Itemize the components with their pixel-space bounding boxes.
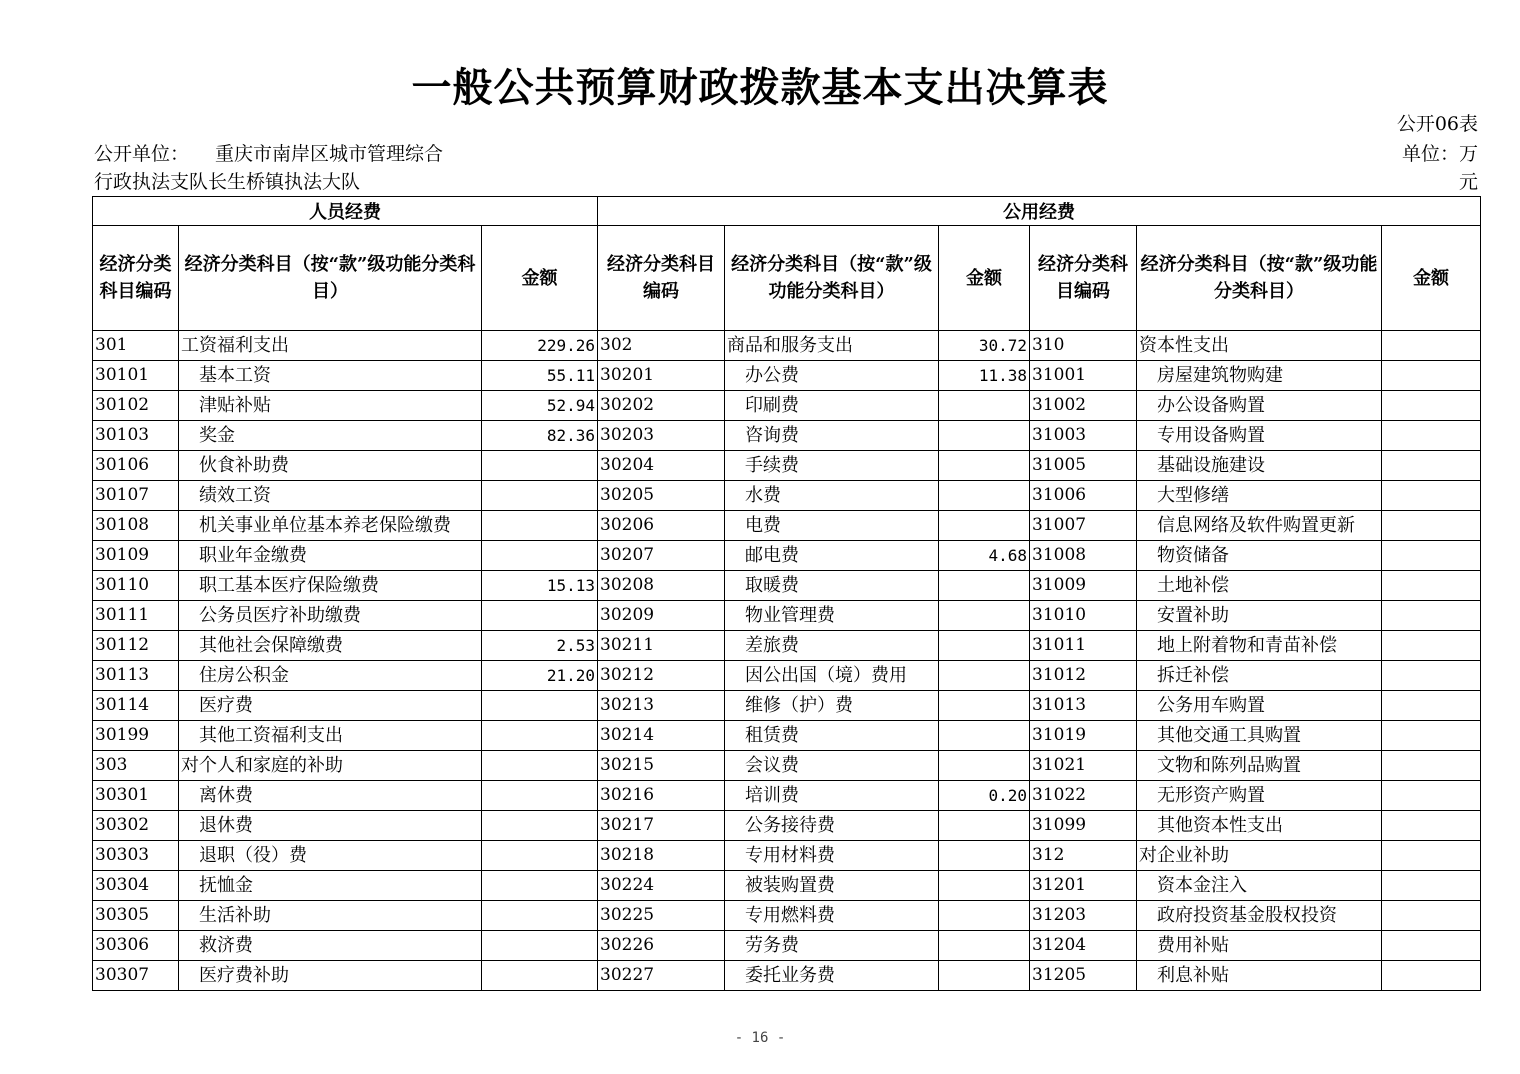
table-row xyxy=(93,931,1481,961)
name-cell: 委托业务费 xyxy=(725,961,939,991)
code-cell: 31006 xyxy=(1030,481,1137,511)
name-cell: 公务用车购置 xyxy=(1137,691,1382,721)
name-cell: 离休费 xyxy=(179,781,482,811)
name-cell: 伙食补助费 xyxy=(179,451,482,481)
code-cell: 30226 xyxy=(598,931,725,961)
amount-cell xyxy=(1382,751,1481,781)
name-cell: 资本金注入 xyxy=(1137,871,1382,901)
amount-cell: 55.11 xyxy=(482,361,598,391)
name-cell: 职工基本医疗保险缴费 xyxy=(179,571,482,601)
code-cell: 30111 xyxy=(93,601,179,631)
code-cell: 303 xyxy=(93,751,179,781)
code-cell: 312 xyxy=(1030,841,1137,871)
table-row xyxy=(93,841,1481,871)
code-cell: 30213 xyxy=(598,691,725,721)
org-label: 公开单位： xyxy=(94,143,190,165)
amount-cell xyxy=(1382,871,1481,901)
name-cell: 利息补贴 xyxy=(1137,961,1382,991)
amount-cell xyxy=(939,571,1030,601)
code-cell: 30217 xyxy=(598,811,725,841)
code-cell: 30204 xyxy=(598,451,725,481)
amount-cell xyxy=(482,961,598,991)
table-row xyxy=(93,601,1481,631)
code-cell: 30302 xyxy=(93,811,179,841)
amount-cell: 0.20 xyxy=(939,781,1030,811)
amount-cell xyxy=(482,451,598,481)
table-row xyxy=(93,451,1481,481)
name-cell: 会议费 xyxy=(725,751,939,781)
table-number: 公开06表 xyxy=(1396,113,1478,135)
amount-cell xyxy=(1382,961,1481,991)
group-public: 公用经费 xyxy=(598,197,1481,226)
name-cell: 工资福利支出 xyxy=(179,331,482,361)
table-row xyxy=(93,661,1481,691)
name-cell: 退职（役）费 xyxy=(179,841,482,871)
code-cell: 30307 xyxy=(93,961,179,991)
code-cell: 30206 xyxy=(598,511,725,541)
amount-cell xyxy=(939,421,1030,451)
amount-cell xyxy=(1382,541,1481,571)
amount-cell xyxy=(939,601,1030,631)
amount-cell xyxy=(482,541,598,571)
table-row xyxy=(93,391,1481,421)
code-cell: 31010 xyxy=(1030,601,1137,631)
code-cell: 31003 xyxy=(1030,421,1137,451)
group-personnel: 人员经费 xyxy=(93,197,598,226)
amount-cell xyxy=(1382,631,1481,661)
name-cell: 住房公积金 xyxy=(179,661,482,691)
amount-cell xyxy=(939,931,1030,961)
name-cell: 其他工资福利支出 xyxy=(179,721,482,751)
amount-cell xyxy=(1382,721,1481,751)
name-cell: 被装购置费 xyxy=(725,871,939,901)
col-header-amount: 金额 xyxy=(482,226,598,331)
amount-cell xyxy=(482,811,598,841)
col-header-amount: 金额 xyxy=(1382,226,1481,331)
name-cell: 其他资本性支出 xyxy=(1137,811,1382,841)
code-cell: 30112 xyxy=(93,631,179,661)
amount-cell xyxy=(939,391,1030,421)
org-name-line1: 重庆市南岸区城市管理综合 xyxy=(215,143,444,165)
name-cell: 奖金 xyxy=(179,421,482,451)
code-cell: 30227 xyxy=(598,961,725,991)
name-cell: 物资储备 xyxy=(1137,541,1382,571)
name-cell: 公务员医疗补助缴费 xyxy=(179,601,482,631)
amount-cell xyxy=(482,871,598,901)
name-cell: 物业管理费 xyxy=(725,601,939,631)
code-cell: 31201 xyxy=(1030,871,1137,901)
amount-cell xyxy=(1382,421,1481,451)
code-cell: 30224 xyxy=(598,871,725,901)
name-cell: 办公设备购置 xyxy=(1137,391,1382,421)
table-row xyxy=(93,571,1481,601)
code-cell: 31012 xyxy=(1030,661,1137,691)
name-cell: 专用材料费 xyxy=(725,841,939,871)
code-cell: 31013 xyxy=(1030,691,1137,721)
name-cell: 手续费 xyxy=(725,451,939,481)
code-cell: 30216 xyxy=(598,781,725,811)
code-cell: 30205 xyxy=(598,481,725,511)
code-cell: 30214 xyxy=(598,721,725,751)
table-row xyxy=(93,421,1481,451)
name-cell: 无形资产购置 xyxy=(1137,781,1382,811)
name-cell: 医疗费 xyxy=(179,691,482,721)
group-header-row xyxy=(93,197,1481,226)
code-cell: 30218 xyxy=(598,841,725,871)
amount-cell xyxy=(939,721,1030,751)
table-row xyxy=(93,631,1481,661)
amount-cell xyxy=(1382,571,1481,601)
name-cell: 电费 xyxy=(725,511,939,541)
code-cell: 31203 xyxy=(1030,901,1137,931)
name-cell: 专用燃料费 xyxy=(725,901,939,931)
amount-cell xyxy=(939,691,1030,721)
amount-cell xyxy=(939,751,1030,781)
code-cell: 30201 xyxy=(598,361,725,391)
column-header-row xyxy=(93,226,1481,331)
code-cell: 31205 xyxy=(1030,961,1137,991)
col-header-code: 经济分类科目编码 xyxy=(598,226,725,331)
amount-cell xyxy=(482,721,598,751)
table-row xyxy=(93,511,1481,541)
amount-cell xyxy=(482,601,598,631)
code-cell: 30207 xyxy=(598,541,725,571)
table-row xyxy=(93,541,1481,571)
code-cell: 30215 xyxy=(598,751,725,781)
amount-cell: 2.53 xyxy=(482,631,598,661)
name-cell: 绩效工资 xyxy=(179,481,482,511)
name-cell: 救济费 xyxy=(179,931,482,961)
name-cell: 印刷费 xyxy=(725,391,939,421)
amount-cell xyxy=(482,481,598,511)
name-cell: 地上附着物和青苗补偿 xyxy=(1137,631,1382,661)
name-cell: 其他交通工具购置 xyxy=(1137,721,1382,751)
name-cell: 邮电费 xyxy=(725,541,939,571)
code-cell: 30102 xyxy=(93,391,179,421)
name-cell: 因公出国（境）费用 xyxy=(725,661,939,691)
table-row xyxy=(93,781,1481,811)
col-header-name: 经济分类科目（按“款”级功能分类科目） xyxy=(1137,226,1382,331)
code-cell: 30305 xyxy=(93,901,179,931)
amount-cell xyxy=(482,751,598,781)
col-header-amount: 金额 xyxy=(939,226,1030,331)
page-number: - 16 - xyxy=(734,1030,786,1046)
table-row xyxy=(93,961,1481,991)
amount-cell xyxy=(1382,931,1481,961)
amount-cell xyxy=(939,811,1030,841)
code-cell: 31005 xyxy=(1030,451,1137,481)
col-header-code: 经济分类科目编码 xyxy=(1030,226,1137,331)
amount-cell xyxy=(1382,841,1481,871)
amount-cell: 52.94 xyxy=(482,391,598,421)
name-cell: 租赁费 xyxy=(725,721,939,751)
code-cell: 31008 xyxy=(1030,541,1137,571)
name-cell: 房屋建筑物购建 xyxy=(1137,361,1382,391)
code-cell: 30306 xyxy=(93,931,179,961)
name-cell: 劳务费 xyxy=(725,931,939,961)
name-cell: 差旅费 xyxy=(725,631,939,661)
code-cell: 30103 xyxy=(93,421,179,451)
col-header-name: 经济分类科目（按“款”级功能分类科目） xyxy=(725,226,939,331)
amount-cell xyxy=(939,871,1030,901)
code-cell: 31007 xyxy=(1030,511,1137,541)
amount-cell xyxy=(1382,331,1481,361)
amount-cell: 229.26 xyxy=(482,331,598,361)
name-cell: 商品和服务支出 xyxy=(725,331,939,361)
page-title: 一般公共预算财政拨款基本支出决算表 xyxy=(411,64,1109,111)
amount-cell xyxy=(1382,601,1481,631)
budget-table xyxy=(92,196,1481,991)
name-cell: 政府投资基金股权投资 xyxy=(1137,901,1382,931)
code-cell: 30109 xyxy=(93,541,179,571)
code-cell: 30212 xyxy=(598,661,725,691)
amount-cell xyxy=(939,451,1030,481)
table-row xyxy=(93,331,1481,361)
name-cell: 土地补偿 xyxy=(1137,571,1382,601)
amount-cell xyxy=(482,931,598,961)
amount-cell xyxy=(939,901,1030,931)
code-cell: 30108 xyxy=(93,511,179,541)
name-cell: 生活补助 xyxy=(179,901,482,931)
table-row xyxy=(93,481,1481,511)
name-cell: 费用补贴 xyxy=(1137,931,1382,961)
col-header-name: 经济分类科目（按“款”级功能分类科目） xyxy=(179,226,482,331)
code-cell: 30114 xyxy=(93,691,179,721)
name-cell: 专用设备购置 xyxy=(1137,421,1382,451)
code-cell: 30113 xyxy=(93,661,179,691)
name-cell: 办公费 xyxy=(725,361,939,391)
code-cell: 30208 xyxy=(598,571,725,601)
amount-cell xyxy=(482,691,598,721)
amount-cell xyxy=(1382,811,1481,841)
amount-cell: 11.38 xyxy=(939,361,1030,391)
amount-cell xyxy=(1382,691,1481,721)
code-cell: 31021 xyxy=(1030,751,1137,781)
name-cell: 拆迁补偿 xyxy=(1137,661,1382,691)
table-row xyxy=(93,811,1481,841)
amount-cell xyxy=(939,511,1030,541)
code-cell: 30107 xyxy=(93,481,179,511)
name-cell: 大型修缮 xyxy=(1137,481,1382,511)
code-cell: 31099 xyxy=(1030,811,1137,841)
amount-cell xyxy=(482,901,598,931)
code-cell: 30199 xyxy=(93,721,179,751)
code-cell: 30304 xyxy=(93,871,179,901)
code-cell: 31009 xyxy=(1030,571,1137,601)
code-cell: 30209 xyxy=(598,601,725,631)
org-name-line2: 行政执法支队长生桥镇执法大队 xyxy=(94,171,361,193)
name-cell: 信息网络及软件购置更新 xyxy=(1137,511,1382,541)
code-cell: 310 xyxy=(1030,331,1137,361)
code-cell: 30106 xyxy=(93,451,179,481)
amount-cell xyxy=(939,841,1030,871)
unit-label: 单位：万 xyxy=(1401,143,1478,165)
code-cell: 31019 xyxy=(1030,721,1137,751)
name-cell: 其他社会保障缴费 xyxy=(179,631,482,661)
code-cell: 31022 xyxy=(1030,781,1137,811)
amount-cell xyxy=(939,661,1030,691)
code-cell: 30303 xyxy=(93,841,179,871)
code-cell: 31001 xyxy=(1030,361,1137,391)
table-row xyxy=(93,901,1481,931)
amount-cell xyxy=(1382,451,1481,481)
code-cell: 302 xyxy=(598,331,725,361)
table-row xyxy=(93,751,1481,781)
name-cell: 津贴补贴 xyxy=(179,391,482,421)
code-cell: 30301 xyxy=(93,781,179,811)
amount-cell xyxy=(482,781,598,811)
amount-cell: 4.68 xyxy=(939,541,1030,571)
code-cell: 301 xyxy=(93,331,179,361)
name-cell: 公务接待费 xyxy=(725,811,939,841)
name-cell: 取暖费 xyxy=(725,571,939,601)
amount-cell xyxy=(1382,661,1481,691)
table-row xyxy=(93,871,1481,901)
amount-cell xyxy=(482,841,598,871)
unit-label-tail: 元 xyxy=(1458,171,1478,193)
name-cell: 安置补助 xyxy=(1137,601,1382,631)
name-cell: 资本性支出 xyxy=(1137,331,1382,361)
code-cell: 30202 xyxy=(598,391,725,421)
name-cell: 水费 xyxy=(725,481,939,511)
code-cell: 30211 xyxy=(598,631,725,661)
table-row xyxy=(93,691,1481,721)
name-cell: 退休费 xyxy=(179,811,482,841)
amount-cell xyxy=(939,961,1030,991)
amount-cell xyxy=(1382,901,1481,931)
amount-cell: 15.13 xyxy=(482,571,598,601)
name-cell: 咨询费 xyxy=(725,421,939,451)
amount-cell xyxy=(1382,781,1481,811)
amount-cell xyxy=(482,511,598,541)
name-cell: 基本工资 xyxy=(179,361,482,391)
name-cell: 培训费 xyxy=(725,781,939,811)
amount-cell xyxy=(1382,391,1481,421)
col-header-code: 经济分类科目编码 xyxy=(93,226,179,331)
name-cell: 基础设施建设 xyxy=(1137,451,1382,481)
code-cell: 31011 xyxy=(1030,631,1137,661)
name-cell: 维修（护）费 xyxy=(725,691,939,721)
code-cell: 31002 xyxy=(1030,391,1137,421)
name-cell: 职业年金缴费 xyxy=(179,541,482,571)
table-row xyxy=(93,361,1481,391)
amount-cell: 30.72 xyxy=(939,331,1030,361)
name-cell: 文物和陈列品购置 xyxy=(1137,751,1382,781)
name-cell: 医疗费补助 xyxy=(179,961,482,991)
table-row xyxy=(93,721,1481,751)
amount-cell xyxy=(1382,361,1481,391)
code-cell: 30225 xyxy=(598,901,725,931)
name-cell: 对企业补助 xyxy=(1137,841,1382,871)
code-cell: 30203 xyxy=(598,421,725,451)
amount-cell xyxy=(939,631,1030,661)
code-cell: 30110 xyxy=(93,571,179,601)
name-cell: 抚恤金 xyxy=(179,871,482,901)
amount-cell: 82.36 xyxy=(482,421,598,451)
amount-cell xyxy=(1382,481,1481,511)
name-cell: 机关事业单位基本养老保险缴费 xyxy=(179,511,482,541)
amount-cell xyxy=(1382,511,1481,541)
code-cell: 30101 xyxy=(93,361,179,391)
code-cell: 31204 xyxy=(1030,931,1137,961)
amount-cell: 21.20 xyxy=(482,661,598,691)
amount-cell xyxy=(939,481,1030,511)
name-cell: 对个人和家庭的补助 xyxy=(179,751,482,781)
